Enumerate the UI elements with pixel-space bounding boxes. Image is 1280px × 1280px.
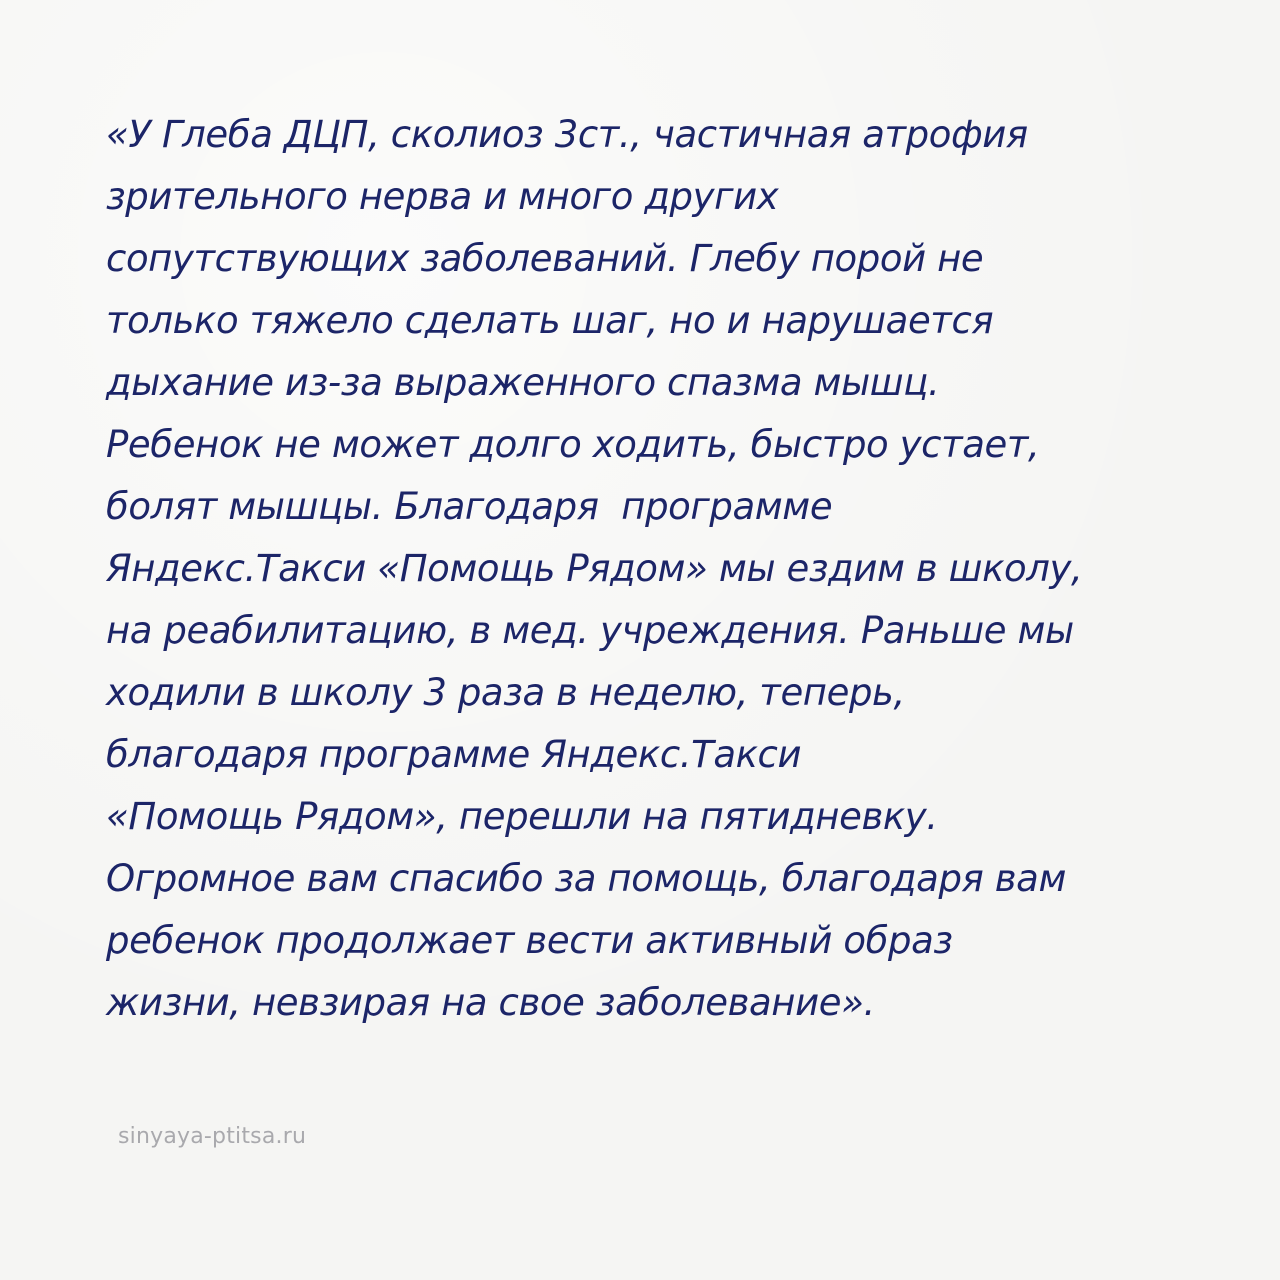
quote-line: Яндекс.Такси «Помощь Рядом» мы ездим в школу, [106, 547, 1083, 590]
quote-line: зрительного нерва и много других [106, 175, 779, 218]
site-watermark: sinyaya-ptitsa.ru [118, 1124, 307, 1149]
quote-line: Ребенок не может долго ходить, быстро устает, [106, 423, 1040, 466]
quote-line: благодаря программе Яндекс.Такси [106, 733, 802, 776]
quote-line: только тяжело сделать шаг, но и нарушается [106, 299, 994, 342]
quote-line: «Помощь Рядом», перешли на пятидневку. [106, 795, 938, 838]
quote-line: на реабилитацию, в мед. учреждения. Раньше мы [106, 609, 1074, 652]
quote-line: ребенок продолжает вести активный образ [106, 919, 953, 962]
testimonial-quote [106, 104, 1206, 1034]
quote-line: жизни, невзирая на свое заболевание». [106, 981, 875, 1024]
quote-line: «У Глеба ДЦП, сколиоз 3ст., частичная атрофия [106, 113, 1028, 156]
quote-line: Огромное вам спасибо за помощь, благодаря вам [106, 857, 1066, 900]
quote-line: ходили в школу 3 раза в неделю, теперь, [106, 671, 905, 714]
quote-line: дыхание из-за выраженного спазма мышц. [106, 361, 940, 404]
quote-line: болят мышцы. Благодаря программе [106, 485, 833, 528]
quote-line: сопутствующих заболеваний. Глебу порой не [106, 237, 984, 280]
